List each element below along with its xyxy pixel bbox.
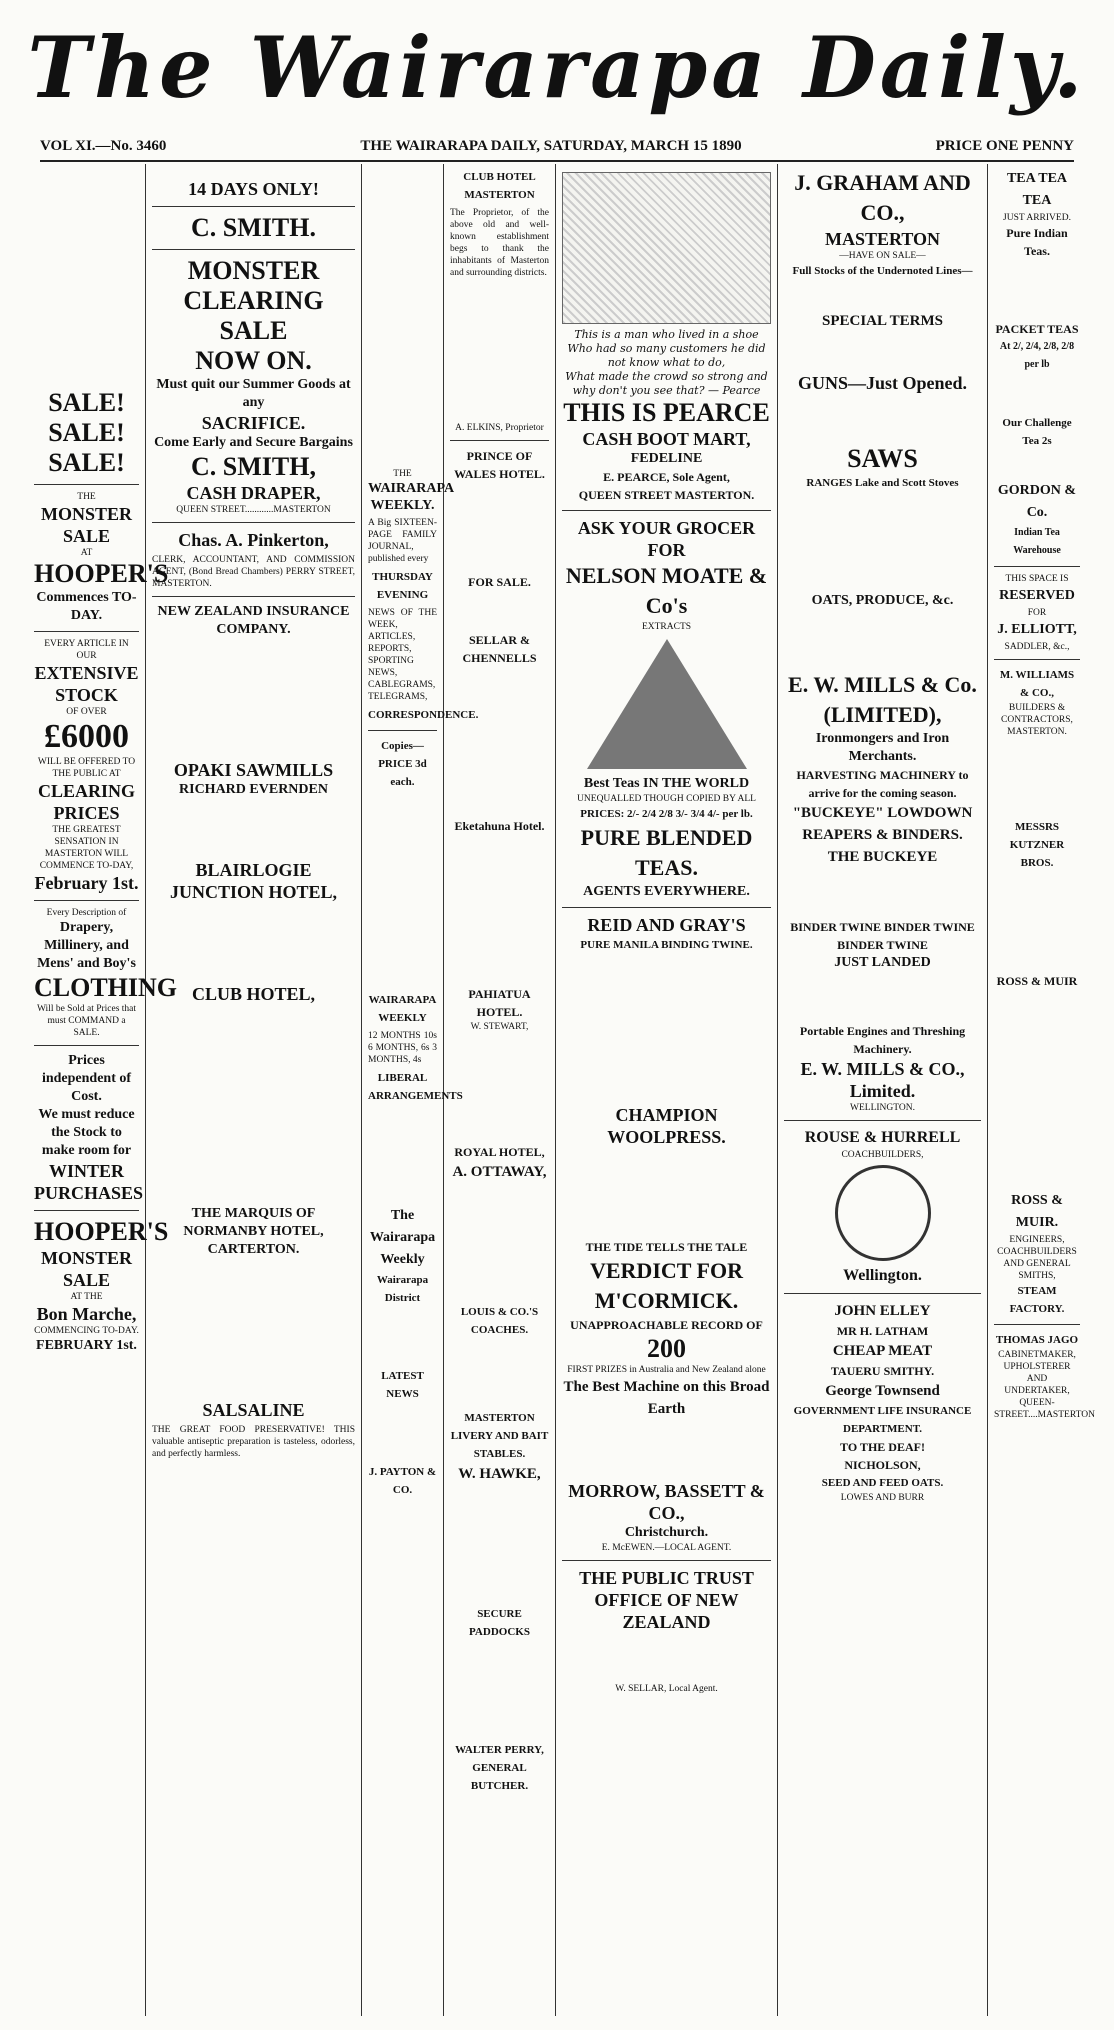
sacrifice: SACRIFICE. (201, 413, 306, 433)
morrow-bassett: MORROW, BASSETT & CO., (568, 1481, 765, 1523)
pure-indian-teas: Pure Indian Teas. (1006, 226, 1068, 258)
prices-text: Prices independent of Cost. (41, 1053, 132, 1104)
tea-warehouse: Indian Tea Warehouse (1013, 527, 1061, 556)
tea-prices: PRICES: 2/- 2/4 2/8 3/- 3/4 4/- per lb. (580, 808, 753, 820)
just-arrived: JUST ARRIVED. (1003, 213, 1071, 223)
builders-contractors: BUILDERS & CONTRACTORS, (1001, 703, 1073, 725)
ross-muir-2: ROSS & MUIR. (1011, 1193, 1063, 1230)
stock-amount: £6000 (44, 718, 129, 755)
portable-engines: Portable Engines and Threshing Machinery. (799, 1024, 966, 1056)
tide-tells: THE TIDE TELLS THE TALE (585, 1240, 748, 1254)
column-graham-mills (778, 164, 988, 2016)
wairarapa-district: Wairarapa District (376, 1274, 429, 1304)
fedeline: FEDELINE (630, 451, 703, 466)
handwritten-line-3: What made the crowd so strong and why don't you see that? — Pearce (565, 370, 768, 397)
williams-co: M. WILLIAMS & CO., (999, 669, 1075, 699)
secure-paddocks: SECURE PADDOCKS (469, 1608, 530, 1638)
newspaper-title: The Wairarapa Daily. (27, 18, 1087, 117)
sold-text: Will be Sold at Prices that must COMMAND a SALE. (36, 1004, 137, 1038)
club-text: The Proprietor, of the above old and well-known establishment begs to thank the inhabitants of Masterton and surrounding districts. (450, 208, 549, 278)
queen-street-masterton: QUEEN STREET MASTERTON. (578, 488, 755, 502)
packet-prices: At 2/, 2/4, 2/8, 2/8 per lb (999, 341, 1075, 370)
stewart: W. STEWART, (470, 1022, 529, 1032)
now-on: NOW ON. (195, 346, 312, 375)
column-tea-builders (988, 164, 1095, 2016)
walter-perry: WALTER PERRY, GENERAL BUTCHER. (455, 1744, 544, 1792)
clearing-prices: CLEARING PRICES (37, 781, 135, 823)
queen-street: QUEEN STREET............MASTERTON (176, 505, 331, 515)
first-prizes: FIRST PRIZES in Australia and New Zealand alone (567, 1365, 766, 1375)
salsaline: SALSALINE (202, 1400, 305, 1420)
challenge-tea: Our Challenge Tea 2s (1002, 417, 1072, 447)
smith-heading-2: C. SMITH, (191, 452, 316, 481)
handwritten-line-1: This is a man who lived in a shoe (574, 328, 759, 341)
have-on-sale: —HAVE ON SALE— (839, 251, 926, 261)
rouse-hurrell: ROUSE & HURRELL (804, 1129, 961, 1146)
unequalled: UNEQUALLED THOUGH COPIED BY ALL (577, 794, 756, 804)
coachbuilders: COACHBUILDERS, (841, 1150, 924, 1160)
weekly-heading-2: WAIRARAPA WEEKLY (368, 994, 437, 1024)
commences: Commences TO-DAY. (36, 590, 137, 623)
column-weekly (362, 164, 479, 2016)
handwritten-line-2: Who had so many customers he did not know what to do, (567, 342, 766, 369)
saddler: SADDLER, &c., (1004, 642, 1070, 652)
buckeye: THE BUCKEYE (827, 849, 938, 865)
buckeye-reapers: "BUCKEYE" LOWDOWN REAPERS & BINDERS. (792, 805, 973, 843)
ottaway: A. OTTAWAY, (452, 1164, 547, 1180)
evernden: RICHARD EVERNDEN (179, 782, 328, 797)
club-hotel-masterton: CLUB HOTEL MASTERTON (463, 171, 536, 201)
column-hoopers (28, 164, 178, 2016)
at-the: AT THE (70, 1292, 103, 1302)
blairlogie: BLAIRLOGIE JUNCTION HOTEL, (169, 860, 338, 902)
packet-teas: PACKET TEAS (995, 322, 1079, 336)
gordon-co: GORDON & Co. (997, 483, 1077, 520)
come-early: Come Early and Secure Bargains (154, 435, 353, 450)
opaki-sawmills: OPAKI SAWMILLS (173, 760, 334, 780)
binder-twine: BINDER TWINE BINDER TWINE BINDER TWINE (790, 920, 975, 952)
reserved: RESERVED (999, 588, 1075, 603)
masthead (0, 0, 1114, 128)
williams-masterton: MASTERTON. (1007, 727, 1067, 737)
the-label: THE (77, 492, 96, 502)
ross-muir: ROSS & MUIR (996, 974, 1078, 988)
column-hotels (444, 164, 556, 2016)
verdict-mccormick: VERDICT FOR M'CORMICK. (589, 1258, 743, 1313)
price: PRICE ONE PENNY (935, 138, 1074, 154)
days-only: 14 DAYS ONLY! (188, 179, 319, 199)
space-is: THIS SPACE IS (1005, 574, 1069, 584)
oats-produce: OATS, PRODUCE, &c. (811, 593, 954, 608)
drapery-text: Drapery, Millinery, and Mens' and Boy's (37, 920, 136, 971)
monster-sale: MONSTER SALE (40, 504, 132, 546)
pinkerton-text: CLERK, ACCOUNTANT, AND COMMISSION AGENT, (Bond Bread Chambers) PERRY STREET, MASTERTON. (152, 555, 355, 589)
column-smith (146, 164, 362, 2016)
for-label: FOR (1027, 608, 1047, 618)
livery-stables: MASTERTON LIVERY AND BAIT STABLES. (450, 1412, 549, 1460)
pinkerton: Chas. A. Pinkerton, (178, 530, 329, 550)
pahiatua-hotel: PAHIATUA HOTEL. (468, 987, 531, 1019)
clothing-heading: CLOTHING (34, 973, 178, 1002)
seed-oats: SEED AND FEED OATS. (821, 1477, 944, 1489)
cheap-meat: CHEAP MEAT (832, 1343, 933, 1359)
royal-hotel: ROYAL HOTEL, (454, 1145, 545, 1159)
to-the-deaf: TO THE DEAF! (840, 1440, 925, 1454)
harvesting-machinery: HARVESTING MACHINERY to arrive for the coming season. (796, 768, 969, 800)
shoe-illustration (562, 172, 771, 324)
guns-opened: GUNS—Just Opened. (797, 373, 968, 393)
club-hotel: CLUB HOTEL, (191, 984, 316, 1004)
hoopers-heading: HOOPER'S (34, 559, 169, 588)
cabinetmaker: CABINETMAKER, UPHOLSTERER AND UNDERTAKER, (998, 1350, 1076, 1396)
monster-sale-2: MONSTER SALE (40, 1248, 132, 1290)
quit-summer: Must quit our Summer Goods at any (156, 377, 351, 410)
winter-purchases: WINTER PURCHASES (34, 1161, 144, 1203)
weekly-heading: WAIRARAPA WEEKLY. (368, 481, 455, 513)
mills-heading: E. W. MILLS & Co. (LIMITED), (788, 672, 977, 727)
just-landed: JUST LANDED (834, 955, 931, 970)
for-sale: FOR SALE. (468, 575, 531, 589)
mills-wellington: WELLINGTON. (850, 1103, 915, 1113)
reid-gray: REID AND GRAY'S (587, 915, 746, 935)
christchurch: Christchurch. (624, 1525, 709, 1540)
nelson-moate: NELSON MOATE & Co's (565, 563, 768, 618)
pure-blended-teas: PURE BLENDED TEAS. (580, 825, 753, 880)
pearce-heading: THIS IS PEARCE (563, 398, 770, 427)
public-trust: THE PUBLIC TRUST OFFICE OF NEW ZEALAND (579, 1568, 754, 1632)
ask-grocer: ASK YOUR GROCER FOR (577, 518, 756, 560)
tea-tea-tea: TEA TEA TEA (1006, 171, 1068, 208)
pearce-agent: E. PEARCE, Sole Agent, (603, 470, 730, 484)
rouse-wellington: Wellington. (843, 1267, 922, 1284)
ironmongers: Ironmongers and Iron Merchants. (815, 731, 950, 764)
every-description: Every Description of (46, 908, 127, 918)
full-stocks: Full Stocks of the Undernoted Lines— (792, 265, 973, 277)
john-elley: JOHN ELLEY (834, 1303, 931, 1319)
normanby-hotel: THE MARQUIS OF NORMANBY HOTEL, CARTERTON. (183, 1206, 324, 1257)
mills-limited: E. W. MILLS & CO., Limited. (800, 1059, 965, 1101)
issue-date: THE WAIRARAPA DAILY, SATURDAY, MARCH 15 1890 (360, 138, 742, 154)
eketahuna-hotel: Eketahuna Hotel. (454, 819, 545, 833)
mcewen: E. McEWEN.—LOCAL AGENT. (601, 1543, 732, 1553)
graham-heading: J. GRAHAM AND CO., (794, 170, 971, 225)
sellar-agent: W. SELLAR, Local Agent. (615, 1684, 718, 1694)
thomas-jago: THOMAS JAGO (995, 1334, 1079, 1346)
sellar-chennells: SELLAR & CHENNELLS (462, 633, 537, 665)
weekly-heading-3: The Wairarapa Weekly (369, 1208, 436, 1267)
carriage-illustration (835, 1165, 931, 1261)
kutzner-bros: MESSRS KUTZNER BROS. (1009, 821, 1065, 869)
every-article: EVERY ARTICLE IN OUR (44, 639, 129, 661)
bon-marche: Bon Marche, (36, 1304, 137, 1324)
louis-coaches: LOUIS & CO.'S COACHES. (460, 1306, 539, 1336)
dateline (40, 138, 1074, 162)
elkins: A. ELKINS, Proprietor (455, 423, 544, 433)
cash-boot-mart: CASH BOOT MART, (582, 429, 751, 449)
taueru-smithy: TAUERU SMITHY. (830, 1364, 935, 1378)
steam-factory: STEAM FACTORY. (1009, 1285, 1065, 1315)
clearing-sale: MONSTER CLEARING SALE (183, 256, 324, 345)
hoopers-heading-2: HOOPER'S (34, 1217, 169, 1246)
page-columns (28, 164, 1095, 2016)
prince-of-wales: PRINCE OF WALES HOTEL. (454, 449, 545, 481)
reduce-text: We must reduce the Stock to make room for (38, 1107, 135, 1158)
correspondence: CORRESPONDENCE. (368, 709, 479, 721)
over-label: OF OVER (66, 707, 107, 717)
jago-queen-street: QUEEN-STREET....MASTERTON (994, 1398, 1095, 1420)
at-label: AT (80, 548, 93, 558)
best-machine: The Best Machine on this Broad Earth (563, 1379, 770, 1417)
agents-everywhere: AGENTS EVERYWHERE. (583, 884, 750, 899)
tea-triangle-graphic (587, 639, 747, 769)
latham: MR H. LATHAM (836, 1324, 929, 1338)
gov-life-insurance: GOVERNMENT LIFE INSURANCE DEPARTMENT. (793, 1405, 972, 1435)
champion-woolpress: CHAMPION WOOLPRESS. (607, 1105, 726, 1147)
lowes-burr: LOWES AND BURR (840, 1493, 925, 1503)
george-townsend: George Townsend (825, 1383, 940, 1399)
best-teas: Best Teas IN THE WORLD (583, 776, 750, 791)
thursday-evening: THURSDAY EVENING (372, 571, 433, 601)
elliott: J. ELLIOTT, (997, 622, 1077, 637)
engineers: ENGINEERS, COACHBUILDERS AND GENERAL SMITHS, (997, 1235, 1077, 1281)
liberal-arrangements: LIBERAL ARRANGEMENTS (368, 1072, 463, 1102)
ranges: RANGES Lake and Scott Stoves (806, 477, 959, 489)
cash-draper: CASH DRAPER, (186, 483, 321, 503)
column-pearce-tea (556, 164, 778, 2016)
february-2: FEBRUARY 1st. (36, 1338, 137, 1353)
payton: J. PAYTON & CO. (368, 1466, 437, 1496)
offered-text: WILL BE OFFERED TO THE PUBLIC AT (37, 757, 136, 779)
copies-price: Copies—PRICE 3d each. (378, 740, 427, 788)
sale-heading: SALE! SALE! SALE! (48, 388, 125, 477)
nicholson: NICHOLSON, (844, 1458, 921, 1472)
binding-twine: PURE MANILA BINDING TWINE. (580, 939, 753, 951)
salsaline-text: THE GREAT FOOD PRESERVATIVE! THIS valuable antiseptic preparation is tasteless, odorless, and perfectly harmless. (152, 1425, 355, 1459)
two-hundred: 200 (647, 1334, 686, 1363)
weekly-terms: 12 MONTHS 10s 6 MONTHS, 6s 3 MONTHS, 4s (368, 1031, 437, 1065)
smith-heading: C. SMITH. (191, 213, 316, 242)
extracts: EXTRACTS (641, 622, 692, 632)
weekly-text: A Big SIXTEEN-PAGE FAMILY JOURNAL, published every (368, 518, 437, 564)
unapproachable: UNAPPROACHABLE RECORD OF (570, 1318, 763, 1332)
nz-insurance: NEW ZEALAND INSURANCE COMPANY. (157, 604, 350, 637)
the-label-weekly: THE (393, 469, 412, 479)
sensation-text: THE GREATEST SENSATION IN MASTERTON WILL COMMENCE TO-DAY, (39, 825, 134, 871)
saws: SAWS (847, 444, 918, 473)
latest-news: LATEST NEWS (381, 1370, 424, 1400)
volume-number: VOL XI.—No. 3460 (40, 138, 167, 154)
weekly-contents: NEWS OF THE WEEK, ARTICLES, REPORTS, SPORTING NEWS, CABLEGRAMS, TELEGRAMS, (368, 608, 437, 702)
commencing: COMMENCING TO-DAY. (34, 1326, 139, 1336)
hawke: W. HAWKE, (458, 1466, 541, 1482)
february-date: February 1st. (34, 873, 139, 893)
graham-masterton: MASTERTON (824, 229, 941, 249)
special-terms: SPECIAL TERMS (821, 313, 943, 329)
extensive-stock: EXTENSIVE STOCK (34, 663, 139, 705)
